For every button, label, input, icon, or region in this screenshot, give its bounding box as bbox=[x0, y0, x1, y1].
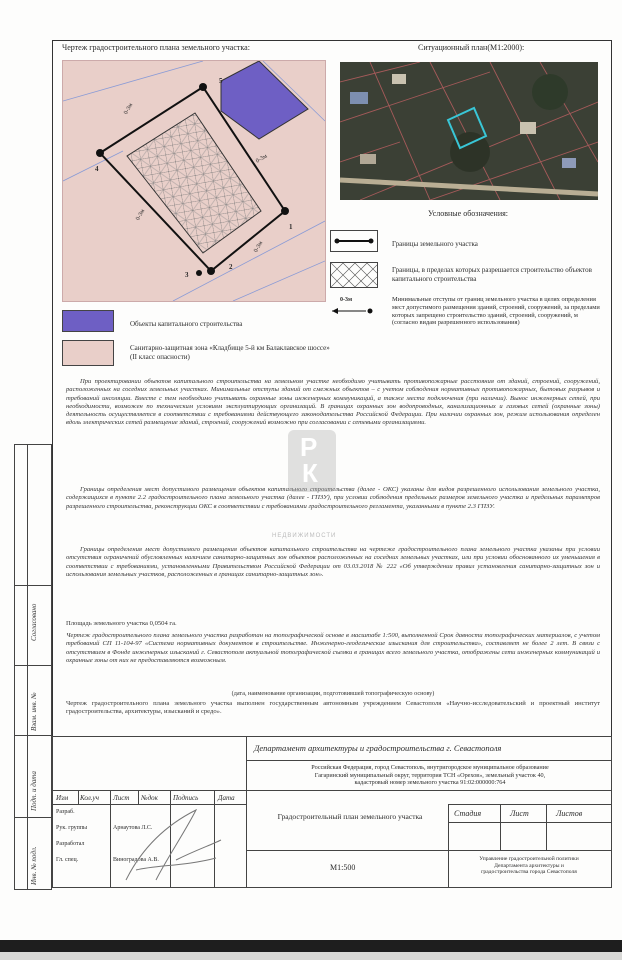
col-change: Изм bbox=[56, 794, 69, 802]
col-signature: Подпись bbox=[173, 794, 199, 802]
paragraph-2: Границы определения мест допустимого размещения объектов капитального строительства (далее - ОКС) указаны для видов разрешенного использования земельного участка, содержащихся в пункте 2.2 градостроительного плана земельного участка (далее - ГПЗУ), при условии соблюдения предельных размеров земельного участка и предельных параметров разрешенного строительства, реконструкции ОКС в соответствии с требованиями градостроительного регламента, указанными в пункте 2.3 ГПЗУ. bbox=[66, 486, 600, 510]
bottom-edge-band bbox=[0, 940, 622, 952]
stamp-original-inv: Инв. № подл. bbox=[30, 846, 38, 885]
watermark-letter-r: Р bbox=[300, 432, 318, 462]
organization: Управление градостроительной политики Департамента архитектуры и градостроительства города Севастополя bbox=[479, 856, 579, 876]
legend-setback-label: 0-3м bbox=[340, 297, 353, 303]
paragraph-1: При проектировании объектов капитального строительства на земельном участке необходимо учитывать противопожарные расстояния от зданий, строений, сооружений, расположенных на соседних земельных участках. Минимальные отступы зданий от смежных объектов – с учетом соблюдения нормативных противопожарных, бытовых разрывов и требований инсоляции. Вместе с тем необходимо учитывать охранные зоны инженерных коммуникаций, а также места подключения (при наличии). Вынос инженерных сетей, при необходимости, возможен по техническим условиям эксплуатирующих организаций. В границах охранных зон водопроводных, канализационных и газовых сетей (охранные зоны) деятельность осуществляется в соответствии с требованиями действующего законодательства Российской Федерации. При наличии охранных зон, режим использования определен вдоль электрических сетей размещение зданий, строений, сооружений возможно при согласовании с сетевыми организациями. bbox=[66, 378, 600, 427]
land-plot-drawing bbox=[62, 60, 326, 302]
document-scale: М1:500 bbox=[330, 863, 356, 872]
paragraph-4: Чертеж градостроительного плана земельного участка разработан на топографической основе в масштабе 1:500, выполненной Срок давности топографических материалов, с учетом требований СП 11-104-97 «Система нормативных документов в строительстве. Инженерно-геодезические изыскания для строительства», составляет не более 2 лет. В связи с отсутствием в Фонде инженерных изысканий г. Севастополя актуальной топографической съемки в границах всего земельного участка, отображены сети инженерных коммуникаций и охранные зоны от них не предоставляются возможным. bbox=[66, 632, 600, 664]
col-count: Кол.уч bbox=[80, 794, 99, 802]
aerial-svg bbox=[340, 62, 598, 200]
point-5-label: 5 bbox=[219, 77, 223, 85]
setback-label-c: 0-3м bbox=[135, 208, 147, 222]
setback-label-d: 0-3м bbox=[253, 240, 265, 254]
sheet-header: Лист bbox=[510, 809, 529, 818]
row-role-2: Рук. группы bbox=[56, 825, 88, 831]
row-role-3: Разработал bbox=[56, 841, 85, 847]
row-role-4: Гл. спец. bbox=[56, 857, 79, 863]
legend-capital-text: Объекты капитального строительства bbox=[130, 320, 243, 328]
stamp-replacement-inv: Взам. инв. № bbox=[30, 692, 38, 731]
plan-title: Чертеж градостроительного плана земельного участка: bbox=[62, 43, 250, 52]
point-2-label: 2 bbox=[229, 263, 233, 271]
col-sheet: Лист bbox=[113, 794, 130, 802]
legend-boundary-text: Границы земельного участка bbox=[392, 240, 478, 248]
buildable-area bbox=[127, 113, 261, 253]
legend-buildable-text: Границы, в пределах которых разрешается строительство объектов капитального строительства bbox=[392, 266, 592, 283]
point-4-label: 4 bbox=[95, 165, 99, 173]
col-docno: №док bbox=[141, 794, 158, 802]
point-1-label: 1 bbox=[289, 223, 293, 231]
stamp-signature-date: Подп. и дата bbox=[30, 771, 38, 811]
paragraph-4-caption: (дата, наименование организации, подготовившей топографическую основу) bbox=[231, 690, 435, 697]
watermark-caption: НЕДВИЖИМОСТИ bbox=[272, 533, 337, 539]
capital-building bbox=[221, 61, 308, 139]
setback-label-a: 0-3м bbox=[123, 102, 135, 116]
stage-header: Стадия bbox=[454, 809, 482, 818]
legend-buildable-symbol bbox=[330, 262, 378, 288]
handwritten-signature bbox=[116, 800, 226, 890]
row-name-4: Виноградова А.В. bbox=[113, 857, 159, 863]
legend-sanitary-text: Санитарно-защитная зона «Кладбище 5-й км Балаклавское шоссе» (II класс опасности) bbox=[130, 344, 330, 361]
stamp-agreed: Согласовано bbox=[30, 603, 38, 641]
situation-aerial-map bbox=[340, 62, 598, 200]
row-role-1: Разраб. bbox=[56, 809, 75, 815]
setback-label-b: 0-3м bbox=[255, 153, 269, 165]
watermark-letter-k: К bbox=[302, 458, 318, 488]
legend-sanitary-swatch bbox=[62, 340, 114, 366]
document-name: Градостроительный план земельного участка bbox=[277, 812, 423, 821]
bottom-edge-shade bbox=[0, 952, 622, 960]
legend-title: Условные обозначения: bbox=[428, 209, 509, 218]
plot-plan-svg bbox=[63, 61, 325, 301]
point-3-label: 3 bbox=[185, 271, 189, 279]
watermark-logo bbox=[288, 430, 336, 492]
object-address: Российская Федерация, город Севастополь, внутригородское муниципальное образование Гагаринский муниципальный округ, территория ТСН «Орехов», земельный участок 40, кадастровый номер земельного участка 91:02:000000:764 bbox=[311, 764, 549, 787]
row-name-2: Арнаутова Л.С. bbox=[113, 825, 153, 831]
sheets-header: Листов bbox=[556, 809, 583, 818]
side-stamp bbox=[14, 444, 52, 890]
paragraph-3: Границы определения мест допустимого размещения объектов капитального строительства на чертеже градостроительного плана земельного участка указаны при условии отсутствия ограничений обусловленных наличием санитарно-защитных зон объектов расположенных на соседних земельных участках, или при условии обоснованного их уменьшения в соответствии с требованиями, установленными Правительством Российской Федерации от 03.03.2018 № 222 «Об утверждении правил установления санитарно-защитных зон и использования земельных участков, расположенных в границах санитарно-защитных зон». bbox=[66, 546, 600, 578]
department-name: Департамент архитектуры и градостроительства г. Севастополя bbox=[254, 743, 502, 753]
plot-area: Площадь земельного участка 0,0504 га. bbox=[66, 620, 177, 627]
legend-capital-swatch bbox=[62, 310, 114, 332]
legend-boundary-symbol bbox=[330, 230, 378, 252]
col-date: Дата bbox=[218, 794, 235, 802]
paragraph-5: Чертеж градостроительного плана земельного участка выполнен государственным автономным учреждением Севастополя «Научно-исследовательский и проектный институт градостроительства, архитектуры, изысканий и средо». bbox=[66, 700, 600, 716]
legend-setback-symbol bbox=[330, 306, 378, 316]
situation-plan-title: Ситуационный план(М1:2000): bbox=[418, 43, 525, 52]
legend-setback-text: Минимальные отступы от границ земельного участка в целях определения мест допустимого размещения зданий, строений, сооружений, за пределами которых запрещено строительство зданий, строений, сооружений, м (согласно видам разрешенного использования) bbox=[392, 296, 600, 327]
